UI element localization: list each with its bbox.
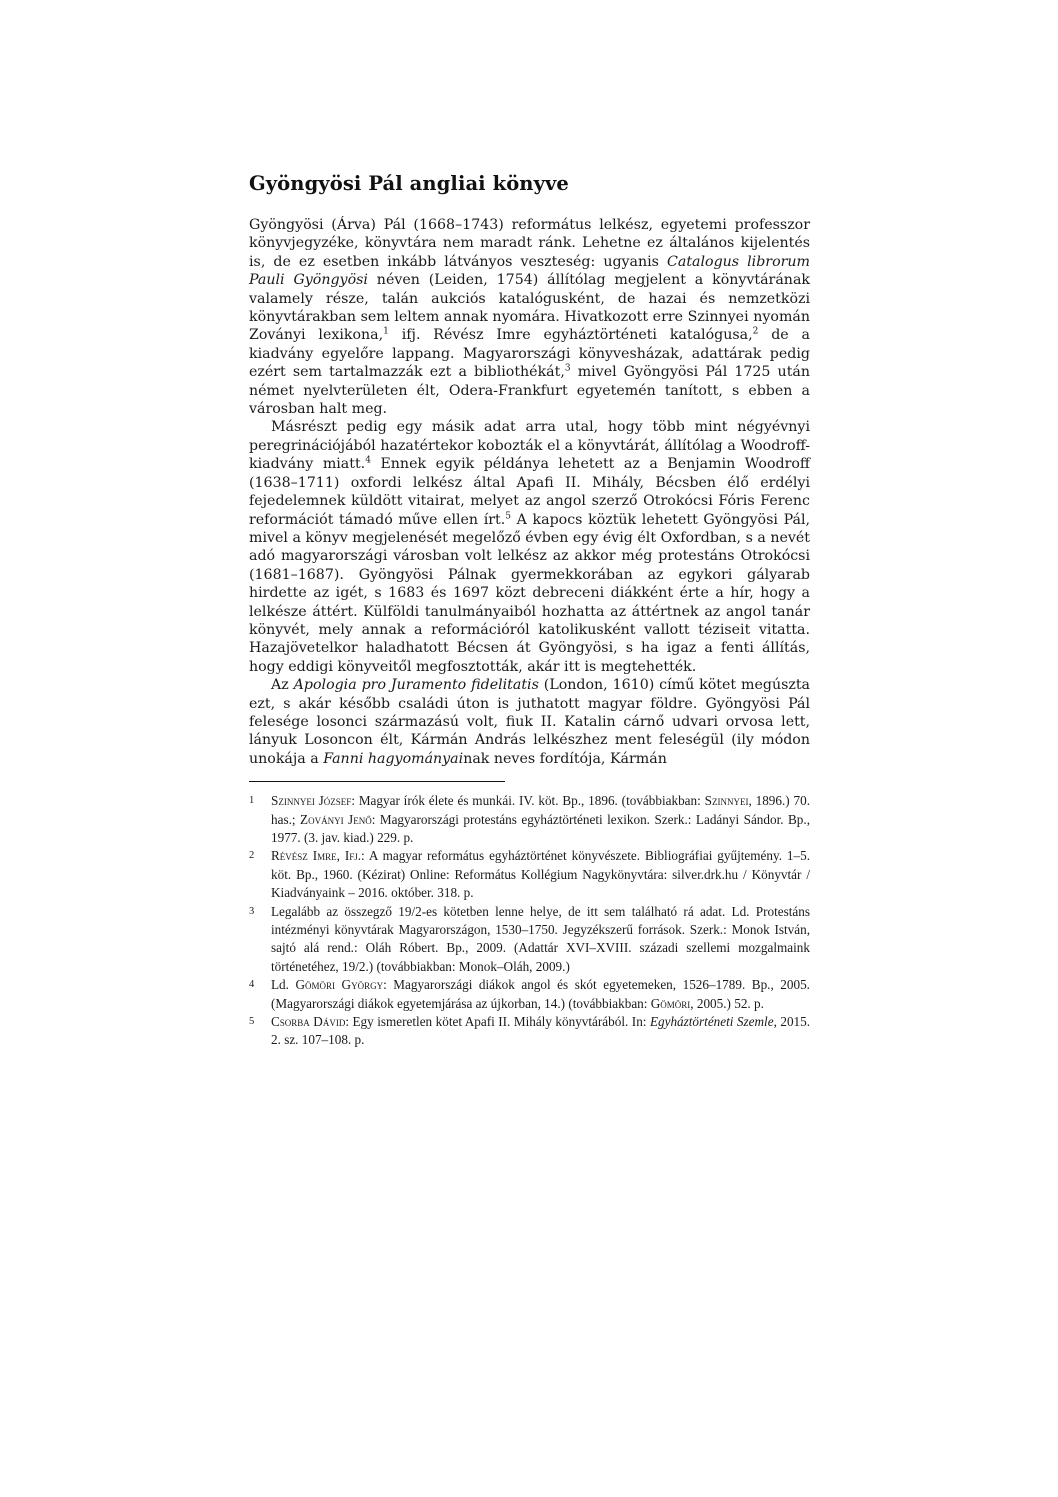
footnote-separator <box>249 781 505 782</box>
footnote-number: 4 <box>249 979 255 991</box>
footnotes <box>249 792 810 1050</box>
footnote-ref: 5 <box>505 510 511 521</box>
text-run: nak neves fordítója, Kármán <box>463 750 667 767</box>
footnote-number: 1 <box>249 795 255 807</box>
footnote <box>249 903 810 977</box>
paragraph <box>249 418 810 676</box>
text-run: , 2005.) 52. p. <box>690 995 764 1011</box>
footnote-text <box>271 847 810 902</box>
text-run: : A magyar református egyháztörténet könyvészete. Bibliográfiai gyűjtemény. 1–5. köt. Bp., 1960. (Kézirat) Online: Református Kollégium Nagykönyvtára: silver.drk.hu / Könyvtár / Kiadványaink – 2016. október. 318. p. <box>271 848 810 901</box>
author-name: Gömöri György <box>295 977 384 993</box>
footnote-text <box>271 1013 810 1050</box>
text-run: ifj. Révész Imre egyháztörténeti katalógusa, <box>388 327 753 344</box>
text-run: : Egy ismeretlen kötet Apafi II. Mihály könyvtárából. In: <box>345 1014 650 1030</box>
author-name: Szinnyei <box>704 793 749 809</box>
text-run: de a kiadvány egyelőre lappang. Magyarországi könyvesházak, adattárak pedig ezért sem tartalmazzák ezt a bibliothékát, <box>249 327 811 381</box>
footnote-ref: 2 <box>752 326 759 337</box>
text-run: mivel Gyöngyösi Pál 1725 után német nyelvterületen élt, Odera-Frankfurt egyetemén tanított, s ebben a városban halt meg. <box>249 364 810 418</box>
article <box>249 172 810 1050</box>
text-run: A kapocs köztük lehetett Gyöngyösi Pál, mivel a könyv megjelenését megelőző évben egy évig élt Oxfordban, s a nevét adó magyarországi városban volt lelkész az akkor még protestáns Otrokócsi (1681–1687). Gyöngyösi Pálnak gyermekkorában az egykori gályarab hirdette az igét, s 1683 és 1697 közt debreceni diákként érte a hír, hogy a lelkésze áttért. Külföldi tanulmányaiból hozhatta az áttértnek az angol tanár könyvét, mely annak a reformációról katolikusként vallott téziseit vitatta. Hazajövetelkor haladhatott Bécsen át Gyöngyösi, s ha igaz a fenti állítás, hogy eddigi könyveitől megfosztották, akár itt is megtehették. <box>249 511 810 675</box>
text-run: Gyöngyösi (Árva) Pál (1668–1743) református lelkész, egyetemi professzor könyvjegyzéke, könyvtára nem maradt ránk. Lehetne ez általános kijelentés is, de ez esetben inkább látványos veszteség: ugyanis <box>249 217 810 270</box>
author-name: Gömöri <box>650 995 691 1011</box>
footnote-number: 3 <box>249 905 255 917</box>
author-name: Zoványi Jenő <box>300 811 372 827</box>
text-run: Az <box>271 677 294 694</box>
author-name: Révész Imre, Ifj. <box>271 848 362 864</box>
footnote <box>249 847 810 902</box>
footnote-text <box>271 792 810 847</box>
footnote-ref: 1 <box>383 326 389 337</box>
italic-text: Fanni hagyományai <box>323 750 464 767</box>
article-body <box>249 216 810 768</box>
text-run: , 1896.) 70. has.; <box>271 793 810 827</box>
paragraph <box>249 676 810 768</box>
footnote-ref: 3 <box>564 363 571 374</box>
italic-text: Catalogus librorum Pauli Gyöngyösi <box>249 253 810 289</box>
footnote <box>249 1013 810 1050</box>
italic-text: Egyháztörténeti Szemle <box>649 1014 774 1030</box>
article-title: Gyöngyösi Pál angliai könyve <box>249 172 569 195</box>
italic-text: Apologia pro Juramento fidelitatis <box>293 677 539 694</box>
text-run: : Magyarországi diákok angol és skót egyetemeken, 1526–1789. Bp., 2005. (Magyarországi diákok egyetemjárása az újkorban, 14.) (továbbiakban: <box>271 977 810 1011</box>
author-name: Csorba Dávid <box>271 1014 346 1030</box>
footnote <box>249 792 810 847</box>
text-run: : Magyar írók élete és munkái. IV. köt. Bp., 1896. (továbbiakban: <box>351 793 705 809</box>
footnote-text <box>271 903 810 977</box>
text-run: , 2015. 2. sz. 107–108. p. <box>271 1014 811 1048</box>
paragraph <box>249 216 810 418</box>
footnote-ref: 4 <box>365 455 371 466</box>
text-run: Ld. <box>271 977 296 993</box>
footnote <box>249 976 810 1013</box>
text-run: Legalább az összegző 19/2-es kötetben lenne helye, de itt sem található rá adat. Ld. Protestáns intézményi könyvtárak Magyarországon, 1530–1750. Jegyzékszerű források. Szerk.: Monok István, sajtó alá rend.: Oláh Róbert. Bp., 2009. (Adattár XVI–XVIII. századi szellemi mozgalmaink történetéhez, 19/2.) (továbbiakban: Monok–Oláh, 2009.) <box>271 903 810 974</box>
text-run: Ennek egyik példánya lehetett az a Benjamin Woodroff (1638–1711) oxfordi lelkész által Apafi II. Mihály, Bécsben élő erdélyi fejedelemnek küldött vitairat, melyet az angol szerző Otrokócsi Fóris Ferenc reformációt támadó műve ellen írt. <box>249 456 810 528</box>
text-run: : Magyarországi protestáns egyháztörténeti lexikon. Szerk.: Ladányi Sándor. Bp., 1977. (3. jav. kiad.) 229. p. <box>271 811 810 845</box>
footnote-number: 5 <box>249 1016 255 1028</box>
footnote-number: 2 <box>249 850 255 862</box>
text-run: Másrészt pedig egy másik adat arra utal, hogy több mint négyévnyi peregrinációjából hazatértekor kobozták el a könyvtárát, állítólag a Woodroff-kiadvány miatt. <box>249 419 810 473</box>
text-run: néven (Leiden, 1754) állítólag megjelent a könyvtárának valamely része, talán aukciós katalógusként, de hazai és nemzetközi könyvtárakban sem leltem annak nyomára. Hivatkozott erre Szinnyei nyomán Zoványi lexikona, <box>249 272 810 344</box>
footnote-text <box>271 976 810 1013</box>
author-name: Szinnyei József <box>271 793 352 809</box>
text-run: (London, 1610) című kötet megúszta ezt, s akár később családi úton is juthatott magyar földre. Gyöngyösi Pál felesége losonci származású volt, fiuk II. Katalin cárnő udvari orvosa lett, lányuk Losoncon élt, Kármán András lelkészhez ment feleségül (ily módon unokája a <box>249 677 811 767</box>
